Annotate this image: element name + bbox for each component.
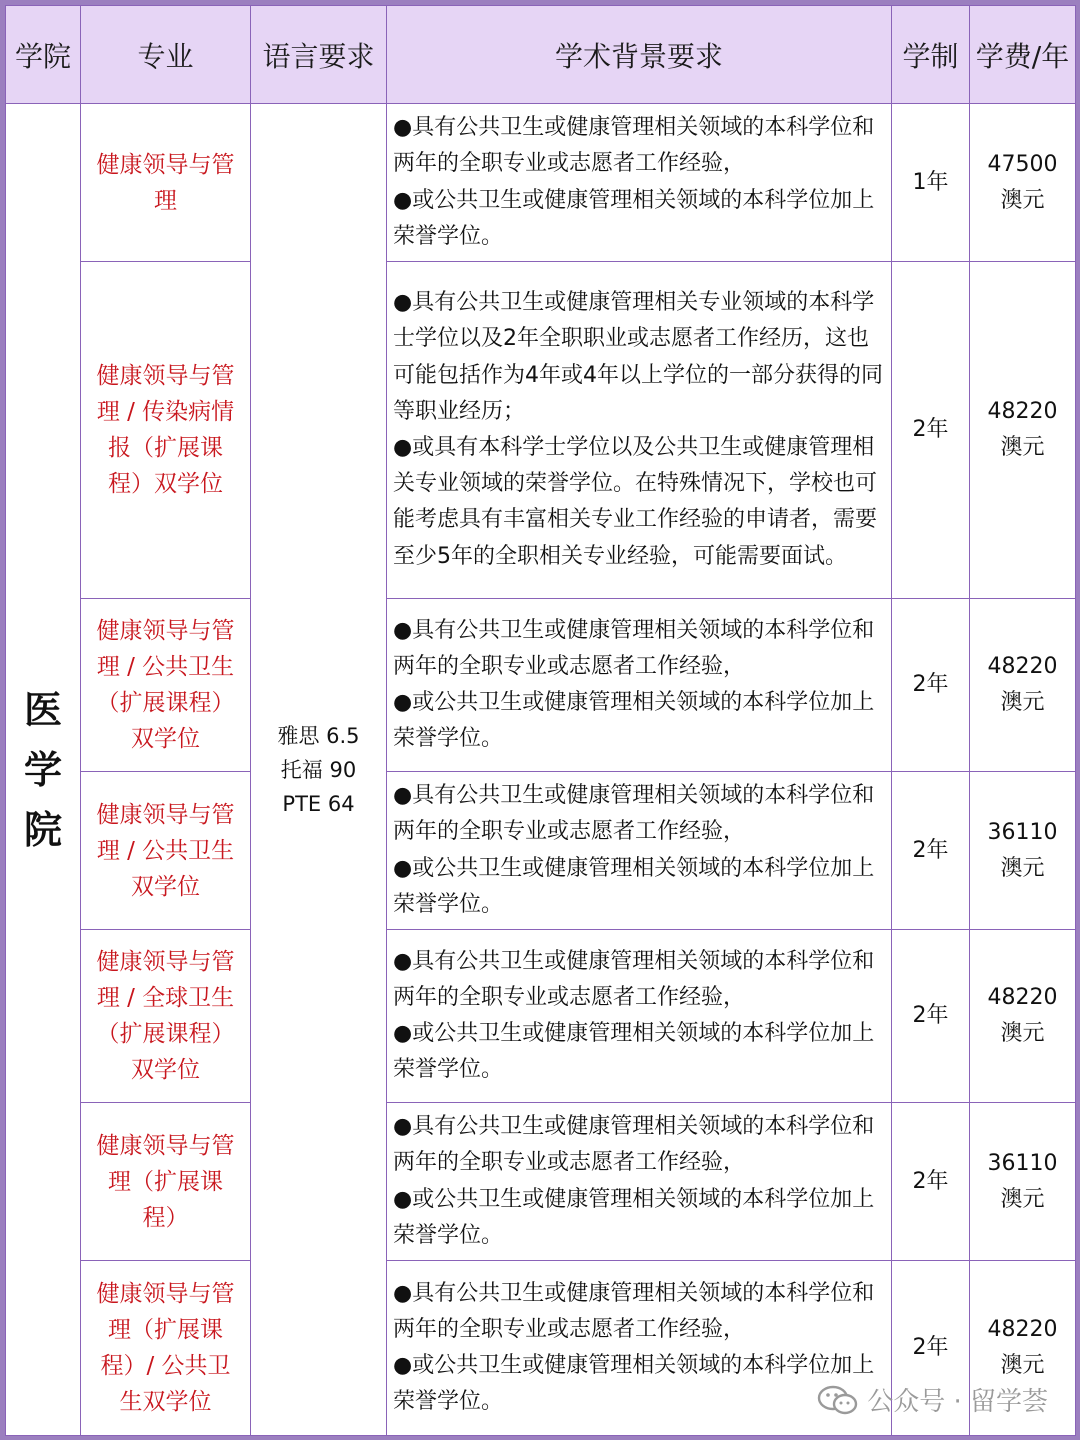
- duration-cell: 2年: [892, 930, 970, 1103]
- requirement-item: ●或公共卫生或健康管理相关领域的本科学位加上荣誉学位。: [393, 1021, 875, 1083]
- header-duration: 学制: [892, 6, 970, 104]
- table-row: [6, 599, 1076, 772]
- duration-cell: 2年: [892, 1261, 970, 1436]
- requirements-cell: [387, 1103, 892, 1261]
- duration-cell: 2年: [892, 1103, 970, 1261]
- fee-unit: 澳元: [1000, 1353, 1045, 1378]
- table-row: [6, 1103, 1076, 1261]
- requirements-cell: [387, 930, 892, 1103]
- fee-amount: 36110: [987, 819, 1058, 845]
- language-pte: PTE 64: [282, 791, 355, 816]
- header-row: [6, 6, 1076, 104]
- requirement-item: ●具有公共卫生或健康管理相关领域的本科学位和两年的全职专业或志愿者工作经验，: [393, 948, 875, 1010]
- language-ielts: 雅思 6.5: [277, 723, 360, 748]
- major-cell: 健康领导与管理 / 公共卫生双学位: [81, 772, 251, 930]
- header-major: 专业: [81, 6, 251, 104]
- fee-cell: [970, 262, 1076, 599]
- duration-cell: 2年: [892, 262, 970, 599]
- table-frame: [5, 5, 1075, 1435]
- table-row: [6, 262, 1076, 599]
- fee-cell: [970, 930, 1076, 1103]
- major-cell: 健康领导与管理 / 传染病情报（扩展课程）双学位: [81, 262, 251, 599]
- fee-amount: 47500: [987, 151, 1058, 177]
- fee-unit: 澳元: [1000, 187, 1045, 213]
- major-cell: 健康领导与管理（扩展课程）: [81, 1103, 251, 1261]
- language-toefl: 托福 90: [280, 757, 357, 782]
- fee-unit: 澳元: [1000, 1186, 1045, 1212]
- major-cell: 健康领导与管理（扩展课程）/ 公共卫生双学位: [81, 1261, 251, 1436]
- fee-unit: 澳元: [1000, 435, 1045, 460]
- table-row: [6, 772, 1076, 930]
- requirement-item: ●或具有本科学士学位以及公共卫生或健康管理相关专业领域的荣誉学位。在特殊情况下，学校也可能考虑具有丰富相关专业工作经验的申请者，需要至少5年的全职相关专业经验，可能需要面试。: [393, 435, 878, 569]
- duration-cell: 1年: [892, 104, 970, 262]
- requirement-item: ●或公共卫生或健康管理相关领域的本科学位加上荣誉学位。: [393, 187, 875, 249]
- fee-unit: 澳元: [1000, 1021, 1045, 1046]
- requirements-cell: [387, 599, 892, 772]
- fee-cell: [970, 599, 1076, 772]
- requirement-item: ●具有公共卫生或健康管理相关领域的本科学位和两年的全职专业或志愿者工作经验，: [393, 617, 875, 679]
- requirements-cell: [387, 262, 892, 599]
- requirements-cell: [387, 772, 892, 930]
- table-row: [6, 1261, 1076, 1436]
- language-cell: [251, 104, 387, 1436]
- duration-cell: 2年: [892, 599, 970, 772]
- requirements-cell: [387, 104, 892, 262]
- fee-cell: [970, 1103, 1076, 1261]
- header-fee: 学费/年: [970, 6, 1076, 104]
- duration-cell: 2年: [892, 772, 970, 930]
- college-cell: [6, 104, 81, 1436]
- table-row: [6, 930, 1076, 1103]
- fee-unit: 澳元: [1000, 690, 1045, 715]
- fee-amount: 48220: [987, 399, 1058, 424]
- requirement-item: ●具有公共卫生或健康管理相关领域的本科学位和两年的全职专业或志愿者工作经验，: [393, 783, 875, 845]
- college-name: 医学院: [23, 687, 62, 852]
- fee-amount: 48220: [987, 654, 1058, 679]
- major-cell: 健康领导与管理: [81, 104, 251, 262]
- table-row: [6, 104, 1076, 262]
- watermark-text: 公众号 · 留学荟: [867, 1387, 1048, 1417]
- fee-cell: [970, 772, 1076, 930]
- fee-unit: 澳元: [1000, 855, 1045, 881]
- fee-cell: [970, 104, 1076, 262]
- requirements-cell: [387, 1261, 892, 1436]
- major-cell: 健康领导与管理 / 全球卫生（扩展课程）双学位: [81, 930, 251, 1103]
- program-table: [5, 5, 1076, 1436]
- requirement-item: ●或公共卫生或健康管理相关领域的本科学位加上荣誉学位。: [393, 1186, 875, 1248]
- requirement-item: ●具有公共卫生或健康管理相关领域的本科学位和两年的全职专业或志愿者工作经验，: [393, 1114, 875, 1176]
- header-academic: 学术背景要求: [387, 6, 892, 104]
- requirement-item: ●或公共卫生或健康管理相关领域的本科学位加上荣誉学位。: [393, 855, 875, 917]
- major-cell: 健康领导与管理 / 公共卫生（扩展课程）双学位: [81, 599, 251, 772]
- fee-amount: 48220: [987, 1317, 1058, 1342]
- requirement-item: ●具有公共卫生或健康管理相关领域的本科学位和两年的全职专业或志愿者工作经验，: [393, 1280, 875, 1342]
- header-college: 学院: [6, 6, 81, 104]
- fee-amount: 36110: [987, 1150, 1058, 1176]
- fee-amount: 48220: [987, 985, 1058, 1010]
- header-language: 语言要求: [251, 6, 387, 104]
- requirement-item: ●具有公共卫生或健康管理相关领域的本科学位和两年的全职专业或志愿者工作经验，: [393, 115, 875, 177]
- fee-cell: [970, 1261, 1076, 1436]
- requirement-item: ●或公共卫生或健康管理相关领域的本科学位加上荣誉学位。: [393, 690, 875, 752]
- requirement-item: ●或公共卫生或健康管理相关领域的本科学位加上荣誉学位。: [393, 1353, 875, 1415]
- requirement-item: ●具有公共卫生或健康管理相关专业领域的本科学士学位以及2年全职职业或志愿者工作经历，这也可能包括作为4年或4年以上学位的一部分获得的同等职业经历；: [393, 290, 883, 424]
